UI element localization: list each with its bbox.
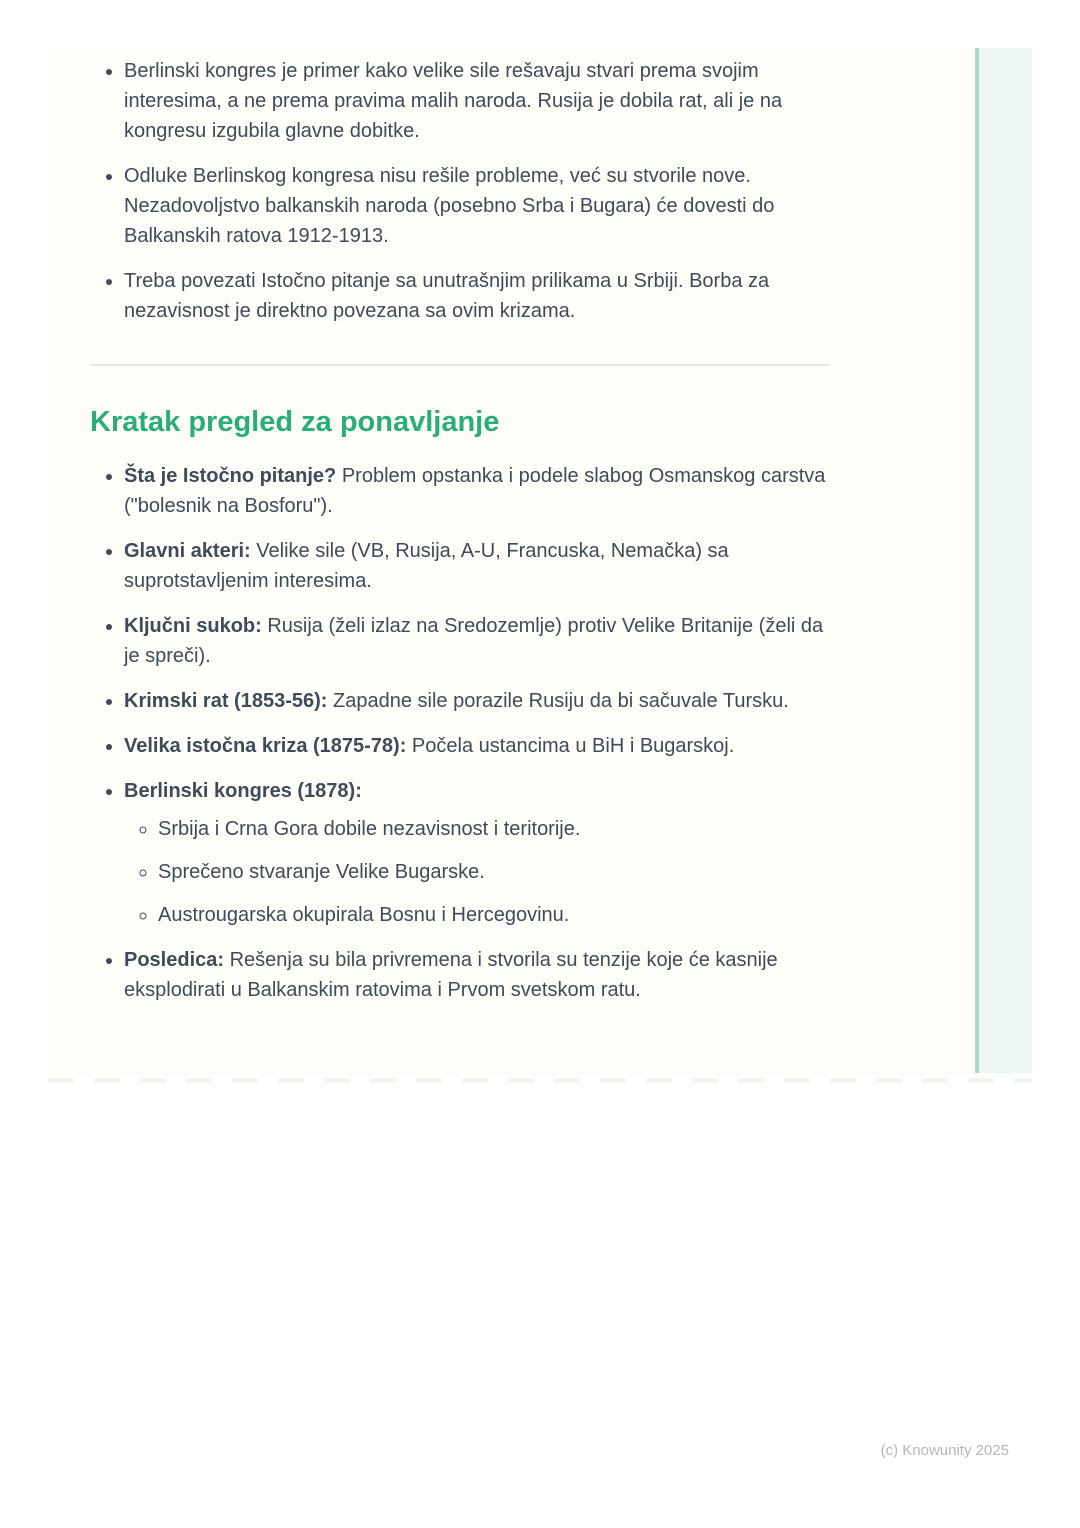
list-item: • Berlinski kongres je primer kako velike sile rešavaju stvari prema svojim interesima, a ne prema pravima malih naroda. Rusija je dobila rat, ali je na kongresu izgubila glavne dobitke. [124, 56, 830, 146]
item-text: Počela ustancima u BiH i Bugarskoj. [406, 735, 735, 757]
list-item [124, 776, 830, 930]
item-lead: Šta je Istočno pitanje? [124, 465, 337, 487]
review-list [90, 461, 830, 1005]
section-divider [90, 364, 830, 366]
item-text: Zapadne sile porazile Rusiju da bi sačuvale Tursku. [327, 690, 789, 712]
item-text: Velike sile (VB, Rusija, A-U, Francuska, Nemačka) sa suprotstavljenim interesima. [124, 540, 729, 592]
list-item: • Odluke Berlinskog kongresa nisu rešile probleme, već su stvorile nove. Nezadovoljstvo balkanskih naroda (posebno Srba i Bugara) će dovesti do Balkanskih ratova 1912-1913. [124, 161, 830, 251]
sub-list-item: ◦ Srbija i Crna Gora dobile nezavisnost i teritorije. [158, 814, 830, 844]
list-item [124, 731, 830, 761]
page-accent-bar [975, 48, 1032, 1073]
section-heading: Kratak pregled za ponavljanje [90, 406, 500, 438]
page-break-dashes [48, 1078, 1032, 1083]
list-item [124, 945, 830, 1005]
footer-copyright: (c) Knowunity 2025 [880, 1442, 1009, 1459]
page-content [90, 56, 830, 1020]
document-page [48, 48, 1032, 1073]
sub-list-item: ◦ Sprečeno stvaranje Velike Bugarske. [158, 857, 830, 887]
item-text: Problem opstanka i podele slabog Osmanskog carstva ("bolesnik na Bosforu"). [124, 465, 826, 517]
item-lead: Posledica: [124, 949, 225, 971]
item-lead: Glavni akteri: [124, 540, 251, 562]
list-item [124, 536, 830, 596]
item-text: Rešenja su bila privremena i stvorila su tenzije koje će kasnije eksplodirati u Balkanskim ratovima i Prvom svetskom ratu. [124, 949, 778, 1001]
list-item [124, 611, 830, 671]
sub-list [124, 814, 830, 930]
item-lead: Velika istočna kriza (1875-78): [124, 735, 407, 757]
list-item [124, 686, 830, 716]
item-lead: Berlinski kongres (1878): [124, 780, 362, 802]
item-text: Rusija (želi izlaz na Sredozemlje) protiv Velike Britanije (želi da je spreči). [124, 615, 824, 667]
list-item: • Treba povezati Istočno pitanje sa unutrašnjim prilikama u Srbiji. Borba za nezavisnost je direktno povezana sa ovim krizama. [124, 266, 830, 326]
item-lead: Krimski rat (1853-56): [124, 690, 328, 712]
intro-bullet-list [90, 56, 830, 326]
sub-list-item: ◦ Austrougarska okupirala Bosnu i Hercegovinu. [158, 900, 830, 930]
list-item [124, 461, 830, 521]
item-lead: Ključni sukob: [124, 615, 262, 637]
